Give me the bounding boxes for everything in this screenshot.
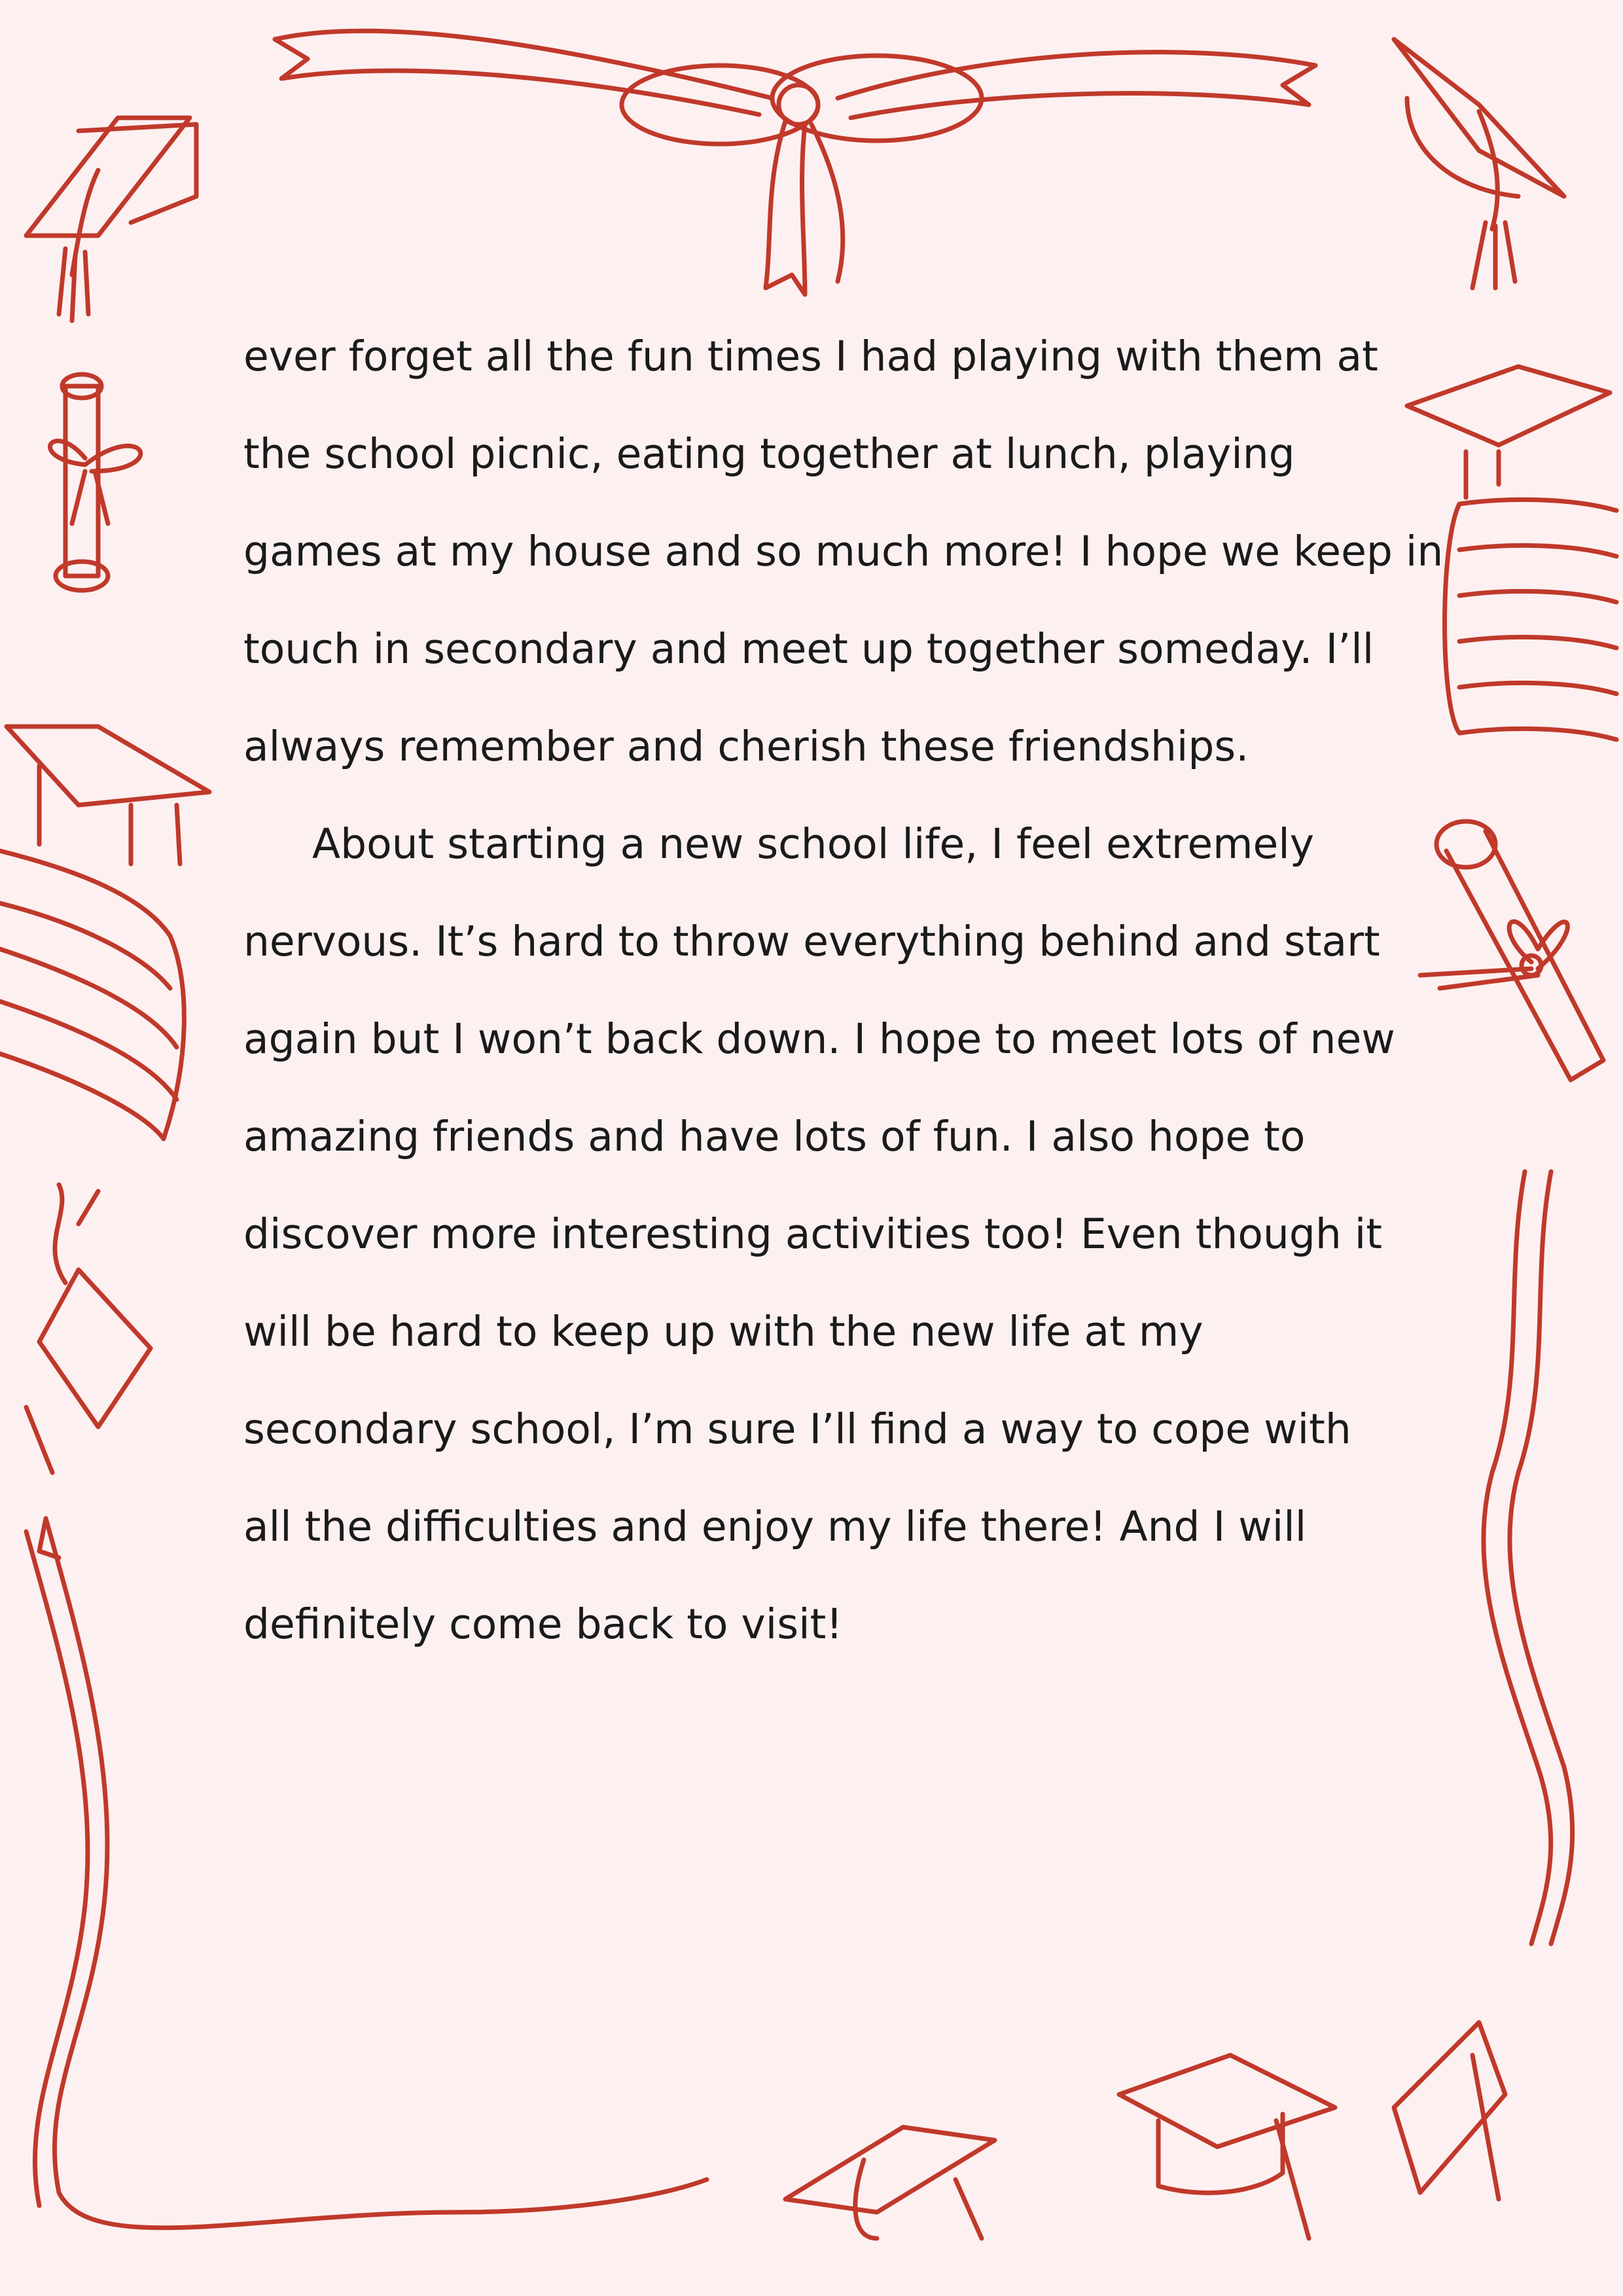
graduation-cap-icon [26, 118, 196, 321]
book-stack-icon [0, 726, 209, 1139]
paragraph-new-school [243, 795, 1395, 1673]
text-line: discover more interesting activities too! Even though it [243, 1210, 1383, 1258]
graduation-cap-icon [1119, 2055, 1335, 2238]
diploma-scroll-icon [50, 374, 140, 590]
text-line: always remember and cherish these friendships. [243, 723, 1249, 770]
text-line: nervous. It’s hard to throw everything behind and start [243, 918, 1380, 965]
text-line: ever forget all the fun times I had playing with them at [243, 332, 1378, 380]
text-line: again but I won’t back down. I hope to meet lots of new [243, 1015, 1395, 1063]
text-line: amazing friends and have lots of fun. I also hope to [243, 1113, 1306, 1160]
text-line: will be hard to keep up with the new life at my [243, 1308, 1204, 1355]
text-line: touch in secondary and meet up together someday. I’ll [243, 625, 1374, 673]
ribbon-streamer-icon [1484, 1172, 1573, 1944]
graduation-cap-icon [785, 2127, 995, 2238]
text-line: games at my house and so much more! I hope we keep in [243, 528, 1444, 575]
diploma-scroll-icon [1420, 821, 1603, 1080]
text-line: About starting a new school life, I feel extremely [312, 820, 1315, 868]
text-line: all the difficulties and enjoy my life there! And I will [243, 1503, 1307, 1551]
ribbon-bow-icon [275, 31, 1315, 295]
text-line: the school picnic, eating together at lunch, playing [243, 430, 1295, 478]
graduation-cap-icon [1394, 39, 1564, 288]
paragraph-friendships [243, 308, 1444, 795]
graduation-cap-icon [1394, 2022, 1505, 2199]
text-line: secondary school, I’m sure I’ll find a way to cope with [243, 1405, 1351, 1453]
text-line: definitely come back to visit! [243, 1600, 843, 1648]
letter-body [243, 308, 1444, 1673]
graduation-cap-icon [26, 1185, 151, 1473]
